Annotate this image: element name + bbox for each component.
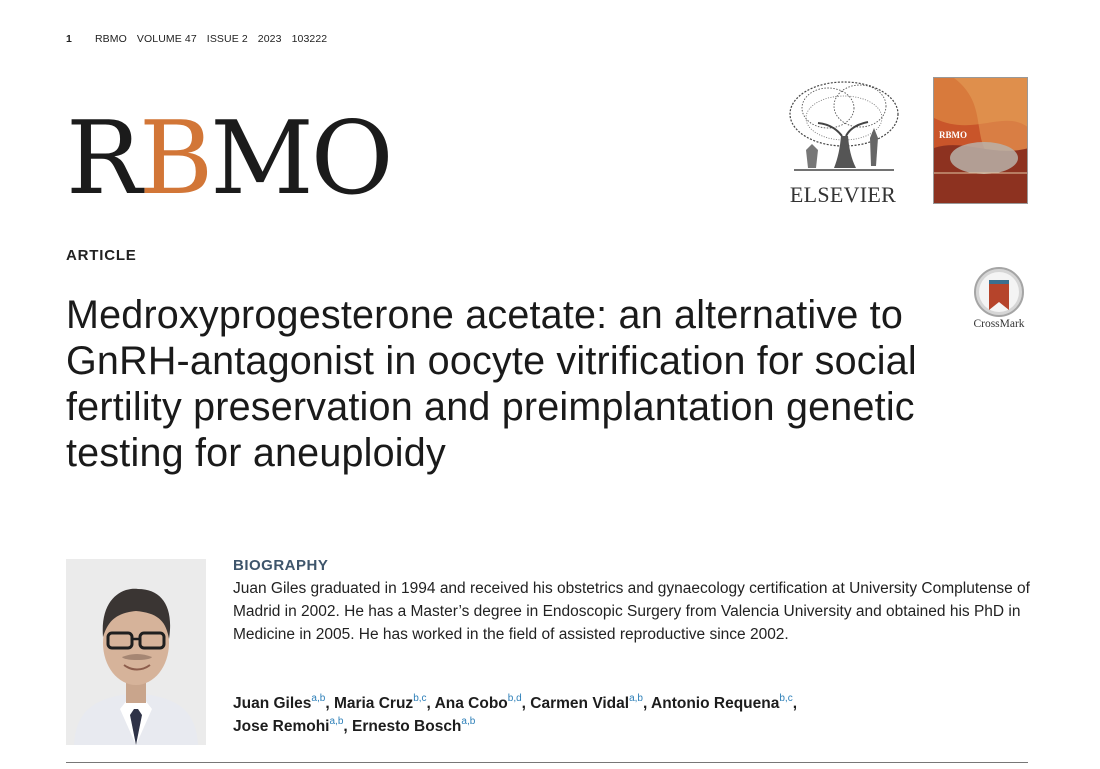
author-affiliation[interactable]: a,b [311,693,326,704]
cover-artwork [934,78,1028,204]
author-affiliation[interactable]: a,b [329,716,344,727]
author-name[interactable]: Ernesto Bosch [352,718,462,735]
logo-letter-r: R [66,99,140,217]
running-head [66,33,334,45]
logo-letter-b: B [139,99,211,217]
cover-journal-mark: RBMO [939,130,967,140]
biography-block [233,557,1033,646]
year: 2023 [257,33,282,45]
issue: ISSUE 2 [206,33,248,45]
elsevier-tree-icon [784,78,902,178]
crossmark-label: CrossMark [973,318,1025,330]
journal-logo[interactable] [66,99,391,217]
author-name[interactable]: Jose Remohi [233,718,330,735]
author-affiliation[interactable]: b,c [779,693,793,704]
publisher-name: ELSEVIER [789,182,897,207]
logo-letters-mo: MO [210,99,391,217]
biography-heading: BIOGRAPHY [233,557,329,574]
journal-cover-thumbnail[interactable] [933,77,1028,204]
page-number: 1 [66,33,72,45]
author-name[interactable]: Maria Cruz [333,695,414,712]
author-affiliation[interactable]: a,b [461,716,476,727]
author-affiliation[interactable]: b,c [413,693,427,704]
author-affiliation[interactable]: b,d [507,693,522,704]
author-name[interactable]: Juan Giles [233,695,312,712]
author-photo [66,559,206,745]
biography-text: Juan Giles graduated in 1994 and received his obstetrics and gynaecology certification at University Complutense of Madrid in 2002. He has a Master’s degree in Endoscopic Surgery from Valencia University and obtained his PhD in Medicine in 2005. He has worked in the field of assisted reproductive since 2002. [233,580,1030,643]
crossmark-icon [967,266,1031,318]
author-list: Juan Giles$^{a,b}$, Maria Cruz$^{b,c}$, Ana Cobo$^{b,d}$, Carmen Vidal$^{a,b}$, Antonio Requena$^{b,c}$, Jose Remohi$^{a,b}$, Ernesto Bosch$^{a,b}$ [233,693,798,735]
article-number: 103222 [291,33,328,45]
article-title: Medroxyprogesterone acetate: an alternative to GnRH-antagonist in oocyte vitrification for social fertility preservation and preimplantation genetic testing for aneuploidy [66,293,917,475]
author-name[interactable]: Ana Cobo [434,695,508,712]
author-name[interactable]: Carmen Vidal [530,695,630,712]
publisher-logo[interactable] [784,78,902,208]
journal-abbrev: RBMO [94,33,127,45]
volume: VOLUME 47 [136,33,197,45]
author-name[interactable]: Antonio Requena [651,695,780,712]
divider [66,762,1028,763]
author-affiliation[interactable]: a,b [629,693,643,704]
crossmark-badge[interactable] [967,266,1031,336]
section-label: ARTICLE [66,247,137,264]
